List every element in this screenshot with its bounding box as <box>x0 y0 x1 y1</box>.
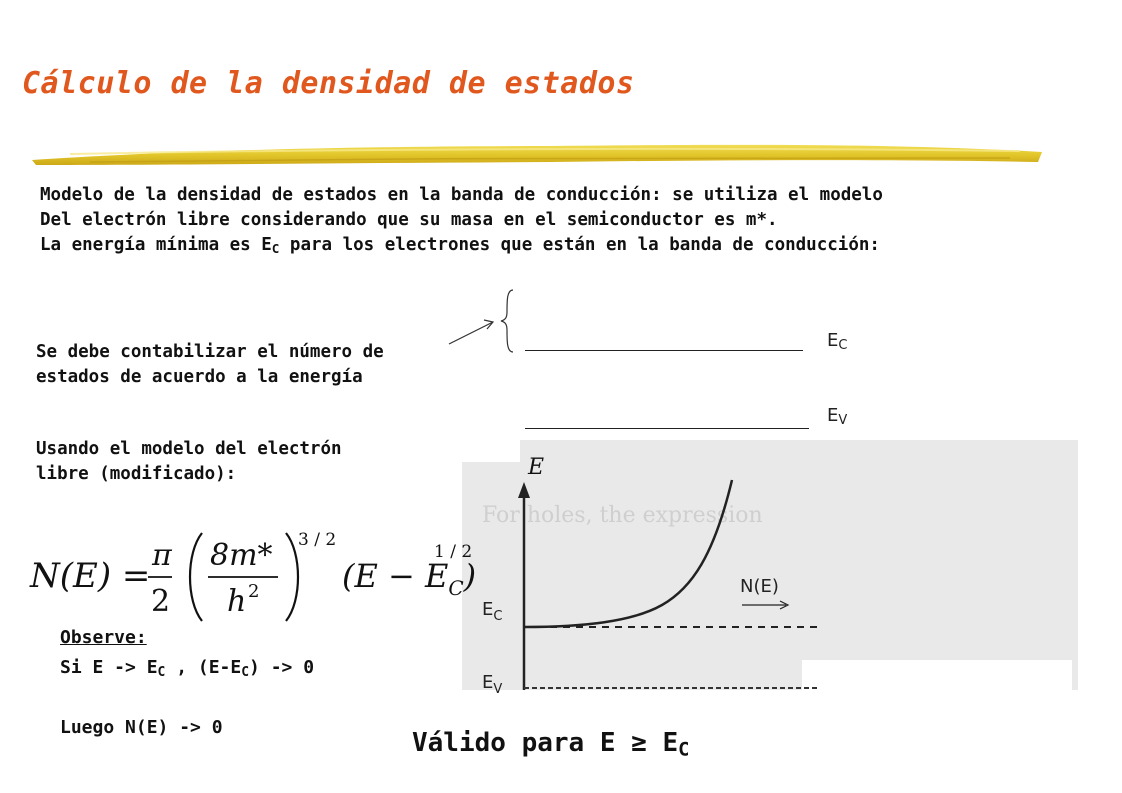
model-text: Usando el modelo del electrón libre (modificado): <box>36 439 342 484</box>
formula-numerator: 8m* <box>210 538 273 573</box>
plot-ne-label: N(E) <box>740 576 779 597</box>
formula-den-exp: 2 <box>248 581 260 602</box>
observe-line-2: Luego N(E) -> 0 <box>60 717 223 738</box>
intro-paragraph <box>40 183 883 258</box>
density-plot <box>462 440 1078 700</box>
formula-lhs: N(E) = <box>30 556 151 596</box>
observe-line-1: Si $E -> E_C$ , $(E-E_C) -> 0$ <box>60 657 315 681</box>
plot-ec-label: $E_C$ <box>482 599 503 624</box>
formula-pi: π <box>152 538 172 573</box>
plot-ghost-text: For holes, the expression <box>482 503 763 528</box>
count-states-text: Se debe contabilizar el número de estados de acuerdo a la energía <box>36 342 384 387</box>
ev-level-label: $E_V$ <box>827 405 848 429</box>
intro-line-2: Del electrón libre considerando que su masa en el semiconductor es m*. <box>40 210 778 230</box>
density-formula <box>30 525 477 625</box>
ev-level-line <box>525 428 809 429</box>
page-title: Cálculo de la densidad de estados <box>22 66 635 101</box>
ec-level-label: $E_C$ <box>827 330 848 354</box>
formula-exp-32: 3 / 2 <box>298 530 337 550</box>
intro-line-3: La energía mínima es $E_C$ para los electrones que están en la banda de conducción: <box>40 235 880 257</box>
title-underline-stroke <box>30 132 1045 177</box>
intro-line-1: Modelo de la densidad de estados en la banda de conducción: se utiliza el modelo <box>40 185 883 205</box>
plot-background <box>462 440 1078 690</box>
observe-heading: Observe: <box>60 627 147 648</box>
observe-block <box>60 623 314 743</box>
ec-level-line <box>525 350 803 351</box>
bracket-arrow <box>447 286 527 358</box>
formula-two: 2 <box>151 584 171 619</box>
validity-statement: Válido para $E \ge E_C$ <box>412 728 690 761</box>
formula-exp-12: 1 / 2 <box>434 542 473 562</box>
formula-paren: $(E - E_C)$ <box>342 557 477 600</box>
formula-denominator: h <box>227 584 247 619</box>
plot-y-axis-label: E <box>528 455 545 480</box>
plot-ev-label: $E_V$ <box>482 672 503 697</box>
